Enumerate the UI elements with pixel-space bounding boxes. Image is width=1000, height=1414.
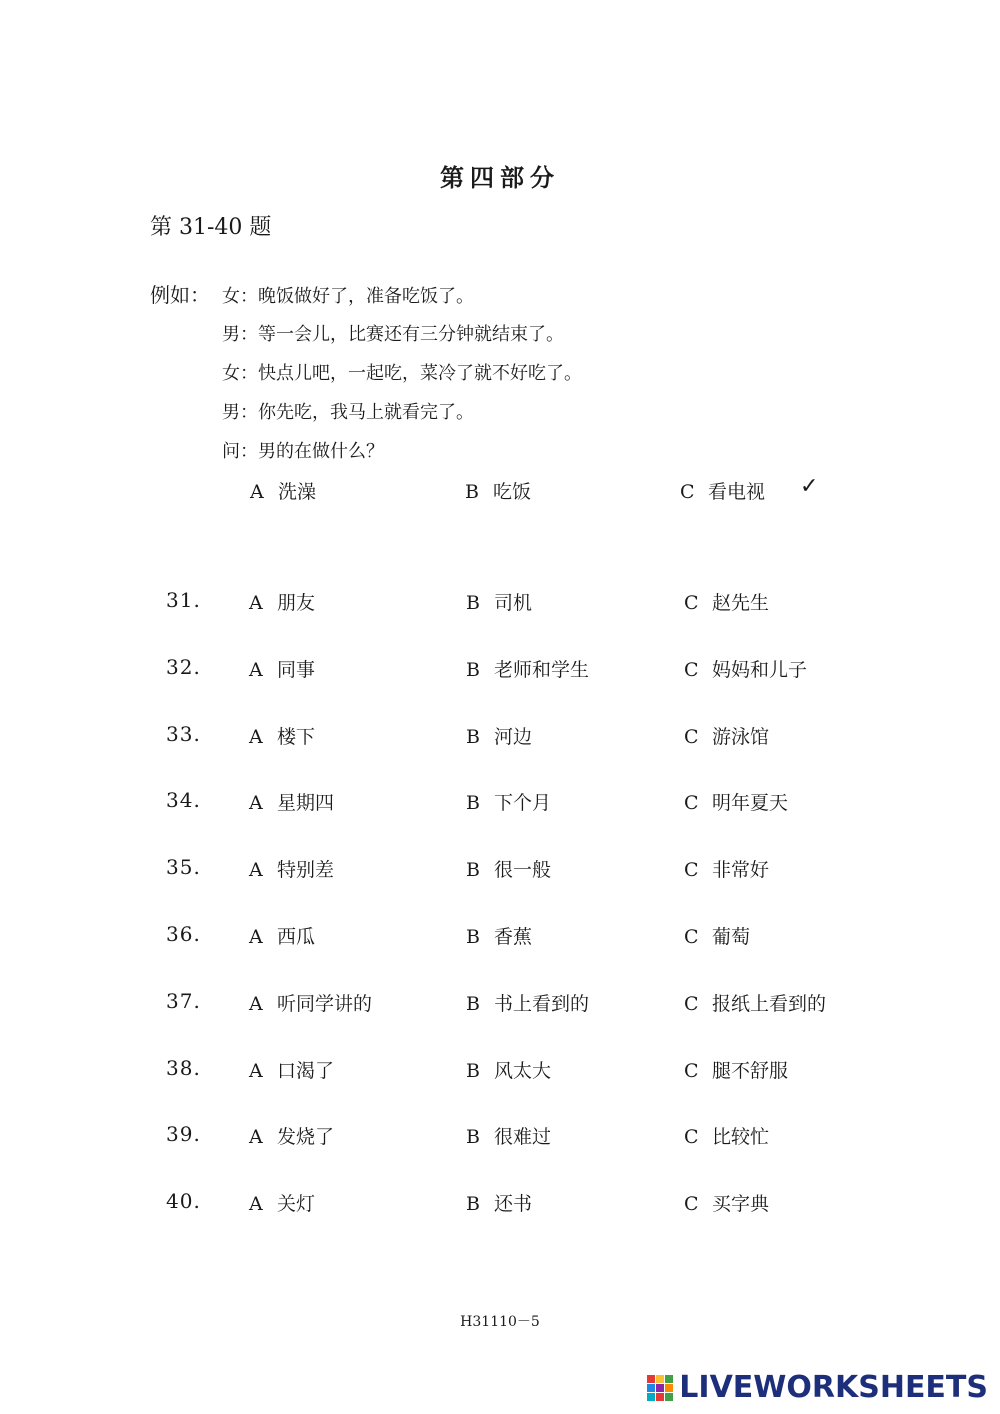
option-letter: C (680, 481, 695, 503)
question-option-a[interactable] (249, 922, 315, 949)
question-option-a[interactable] (249, 855, 334, 882)
question-number: 33. (166, 722, 201, 746)
option-text: 游泳馆 (712, 726, 770, 748)
question-option-c[interactable] (684, 1122, 769, 1149)
section-title: 第四部分 (440, 163, 560, 192)
option-text: 洗澡 (278, 481, 317, 503)
question-number: 34. (166, 788, 201, 812)
question-option-a[interactable] (249, 1056, 334, 1083)
question-number: 35. (166, 855, 201, 879)
question-option-c[interactable] (684, 989, 826, 1016)
question-option-a[interactable] (249, 788, 334, 815)
option-text: 赵先生 (712, 592, 770, 614)
question-option-c[interactable] (684, 722, 769, 749)
example-question: 问：男的在做什么？ (222, 441, 384, 462)
logo-mark-square (647, 1375, 655, 1383)
option-letter: B (466, 592, 480, 614)
option-text: 楼下 (277, 726, 316, 748)
option-text: 听同学讲的 (277, 993, 373, 1015)
option-letter: C (684, 926, 699, 948)
question-option-b[interactable] (466, 922, 532, 949)
option-text: 比较忙 (712, 1126, 770, 1148)
option-letter: A (249, 859, 263, 881)
option-text: 风太大 (494, 1060, 552, 1082)
question-number: 36. (166, 922, 201, 946)
option-text: 看电视 (708, 481, 766, 503)
question-option-a[interactable] (249, 588, 315, 615)
example-dialog-line: 男：你先吃，我马上就看完了。 (222, 402, 474, 423)
example-dialog-line: 女：晚饭做好了，准备吃饭了。 (222, 286, 474, 307)
option-letter: A (249, 926, 263, 948)
option-letter: C (684, 1060, 699, 1082)
example-dialog-line: 男：等一会儿，比赛还有三分钟就结束了。 (222, 324, 564, 345)
logo-mark-square (656, 1393, 664, 1401)
option-text: 报纸上看到的 (712, 993, 827, 1015)
option-text: 朋友 (277, 592, 316, 614)
option-letter: B (466, 993, 480, 1015)
option-letter: C (684, 592, 699, 614)
option-text: 司机 (494, 592, 533, 614)
question-number: 40. (166, 1189, 201, 1213)
option-text: 腿不舒服 (712, 1060, 789, 1082)
question-option-c[interactable] (684, 922, 750, 949)
option-text: 书上看到的 (494, 993, 590, 1015)
option-text: 口渴了 (277, 1060, 335, 1082)
question-number: 39. (166, 1122, 201, 1146)
option-text: 河边 (494, 726, 533, 748)
question-option-b[interactable] (466, 655, 589, 682)
option-letter: A (249, 1193, 263, 1215)
question-option-b[interactable] (466, 989, 589, 1016)
question-option-a[interactable] (249, 655, 315, 682)
question-option-b[interactable] (466, 788, 551, 815)
example-dialog-line: 女：快点儿吧，一起吃，菜冷了就不好吃了。 (222, 363, 582, 384)
option-letter: C (684, 993, 699, 1015)
question-number: 32. (166, 655, 201, 679)
page-footer: H31110－5 (460, 1314, 540, 1330)
logo-mark-square (665, 1393, 673, 1401)
question-range: 第 31-40 题 (150, 215, 272, 240)
question-option-b[interactable] (466, 588, 532, 615)
question-option-c[interactable] (684, 588, 769, 615)
option-text: 香蕉 (494, 926, 533, 948)
question-option-c[interactable] (684, 655, 807, 682)
option-letter: C (684, 792, 699, 814)
logo-mark-square (665, 1375, 673, 1383)
option-letter: B (466, 1193, 480, 1215)
option-text: 星期四 (277, 792, 335, 814)
logo-mark-square (656, 1375, 664, 1383)
option-letter: A (249, 726, 263, 748)
logo-mark-icon (647, 1375, 673, 1401)
question-number: 38. (166, 1056, 201, 1080)
option-text: 下个月 (494, 792, 552, 814)
question-option-b[interactable] (466, 1122, 551, 1149)
option-text: 还书 (494, 1193, 533, 1215)
option-letter: A (249, 1126, 263, 1148)
option-letter: A (249, 592, 263, 614)
option-letter: A (249, 792, 263, 814)
option-text: 明年夏天 (712, 792, 789, 814)
logo-mark-square (665, 1384, 673, 1392)
example-option-c (680, 477, 765, 504)
option-letter: A (249, 993, 263, 1015)
question-option-a[interactable] (249, 989, 372, 1016)
question-option-c[interactable] (684, 1189, 769, 1216)
question-option-c[interactable] (684, 788, 788, 815)
question-number: 37. (166, 989, 201, 1013)
option-text: 买字典 (712, 1193, 770, 1215)
option-text: 很一般 (494, 859, 552, 881)
question-option-c[interactable] (684, 855, 769, 882)
question-option-b[interactable] (466, 1189, 532, 1216)
option-letter: A (249, 1060, 263, 1082)
option-text: 很难过 (494, 1126, 552, 1148)
option-letter: C (684, 1193, 699, 1215)
option-letter: C (684, 726, 699, 748)
option-text: 发烧了 (277, 1126, 335, 1148)
option-text: 妈妈和儿子 (712, 659, 808, 681)
option-letter: B (465, 481, 479, 503)
option-letter: B (466, 859, 480, 881)
option-letter: B (466, 726, 480, 748)
option-letter: C (684, 1126, 699, 1148)
option-letter: B (466, 1126, 480, 1148)
option-letter: B (466, 1060, 480, 1082)
liveworksheets-logo (647, 1370, 988, 1405)
option-text: 非常好 (712, 859, 770, 881)
question-option-a[interactable] (249, 1189, 315, 1216)
option-letter: C (684, 859, 699, 881)
option-letter: B (466, 659, 480, 681)
option-text: 关灯 (277, 1193, 316, 1215)
option-text: 吃饭 (493, 481, 532, 503)
question-number: 31. (166, 588, 201, 612)
example-label: 例如： (150, 283, 210, 307)
example-option-a (250, 477, 316, 504)
option-text: 老师和学生 (494, 659, 590, 681)
logo-mark-square (647, 1384, 655, 1392)
brand-name: LIVEWORKSHEETS (679, 1370, 988, 1405)
question-option-b[interactable] (466, 1056, 551, 1083)
example-option-b (465, 477, 531, 504)
option-letter: B (466, 926, 480, 948)
question-option-b[interactable] (466, 855, 551, 882)
option-text: 特别差 (277, 859, 335, 881)
question-option-a[interactable] (249, 722, 315, 749)
option-text: 西瓜 (277, 926, 316, 948)
option-letter: A (250, 481, 264, 503)
option-letter: B (466, 792, 480, 814)
question-option-c[interactable] (684, 1056, 788, 1083)
check-mark-icon: ✓ (800, 474, 819, 499)
logo-mark-square (647, 1393, 655, 1401)
option-text: 葡萄 (712, 926, 751, 948)
option-letter: C (684, 659, 699, 681)
question-option-b[interactable] (466, 722, 532, 749)
question-option-a[interactable] (249, 1122, 334, 1149)
logo-mark-square (656, 1384, 664, 1392)
option-text: 同事 (277, 659, 316, 681)
option-letter: A (249, 659, 263, 681)
